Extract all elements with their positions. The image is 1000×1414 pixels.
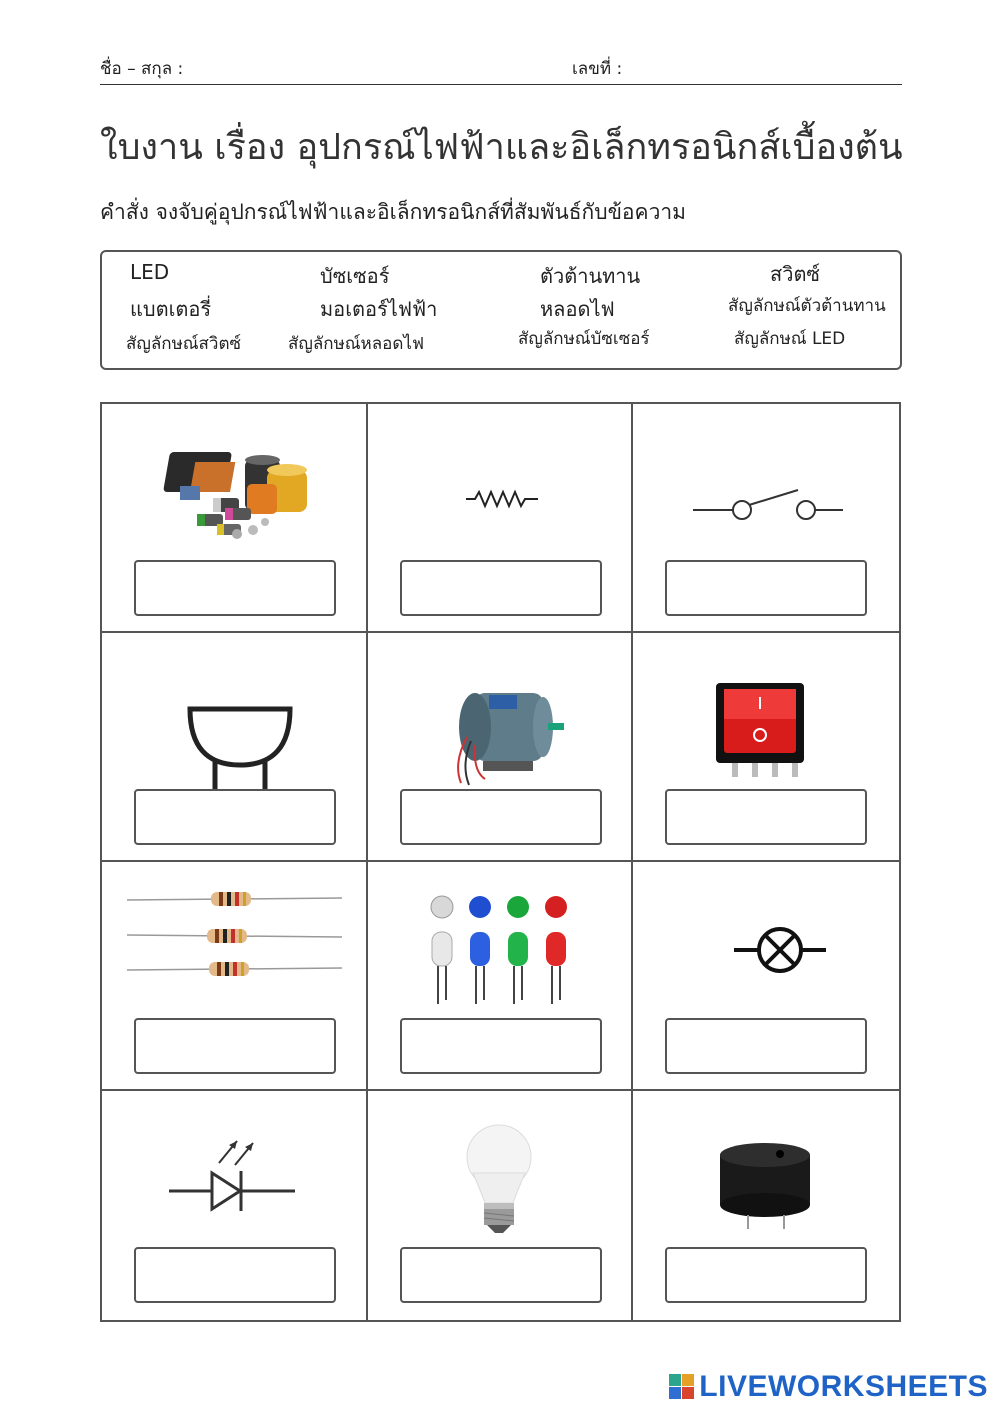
led-symbol-icon xyxy=(117,1111,352,1261)
answer-box[interactable] xyxy=(665,1018,867,1074)
resistors-photo-icon xyxy=(117,882,352,1032)
word-electric-motor[interactable]: มอเตอร์ไฟฟ้า xyxy=(320,297,438,321)
switch-symbol-icon xyxy=(648,424,883,574)
batteries-photo-icon xyxy=(117,424,352,574)
match-cell-12 xyxy=(633,1091,899,1320)
liveworksheets-logo-icon xyxy=(669,1374,695,1400)
lamp-symbol-icon xyxy=(648,882,883,1032)
answer-box[interactable] xyxy=(665,1247,867,1303)
word-light-bulb[interactable]: หลอดไฟ xyxy=(540,297,615,321)
word-resistor[interactable]: ตัวต้านทาน xyxy=(540,264,641,288)
header-divider xyxy=(100,84,902,85)
word-switch-symbol[interactable]: สัญลักษณ์สวิตซ์ xyxy=(126,334,242,354)
page-title: ใบงาน เรื่อง อุปกรณ์ไฟฟ้าและอิเล็กทรอนิกส์เบื้องต้น xyxy=(100,127,903,168)
match-cell-8 xyxy=(368,862,634,1091)
light-bulb-photo-icon xyxy=(383,1111,618,1261)
answer-box[interactable] xyxy=(665,560,867,616)
match-cell-4 xyxy=(102,633,368,862)
word-resistor-symbol[interactable]: สัญลักษณ์ตัวต้านทาน xyxy=(728,296,886,316)
match-cell-11 xyxy=(368,1091,634,1320)
answer-box[interactable] xyxy=(134,1018,336,1074)
match-cell-9 xyxy=(633,862,899,1091)
word-led-symbol[interactable]: สัญลักษณ์ LED xyxy=(734,329,846,349)
word-switch[interactable]: สวิตซ์ xyxy=(770,262,820,286)
answer-box[interactable] xyxy=(134,1247,336,1303)
match-cell-6 xyxy=(633,633,899,862)
match-cell-2 xyxy=(368,404,634,633)
logo-text: LIVEWORKSHEETS xyxy=(699,1370,988,1403)
answer-box[interactable] xyxy=(400,560,602,616)
matching-grid xyxy=(100,402,901,1322)
match-cell-1 xyxy=(102,404,368,633)
word-bank xyxy=(100,250,902,370)
word-buzzer[interactable]: บัซเซอร์ xyxy=(320,264,390,288)
footer-logo[interactable] xyxy=(669,1370,988,1404)
electric-motor-photo-icon xyxy=(383,653,618,803)
resistor-symbol-icon xyxy=(383,424,618,574)
answer-box[interactable] xyxy=(134,560,336,616)
instruction-text: คำสั่ง จงจับคู่อุปกรณ์ไฟฟ้าและอิเล็กทรอนิกส์ที่สัมพันธ์กับข้อความ xyxy=(100,200,687,224)
buzzer-symbol-icon xyxy=(117,653,352,803)
answer-box[interactable] xyxy=(665,789,867,845)
leds-photo-icon xyxy=(383,882,618,1032)
name-label: ชื่อ – สกุล : xyxy=(100,59,184,79)
answer-box[interactable] xyxy=(134,789,336,845)
number-label: เลขที่ : xyxy=(572,59,623,79)
word-led[interactable]: LED xyxy=(130,260,170,284)
answer-box[interactable] xyxy=(400,1018,602,1074)
buzzer-photo-icon xyxy=(648,1111,883,1261)
answer-box[interactable] xyxy=(400,1247,602,1303)
match-cell-10 xyxy=(102,1091,368,1320)
word-lamp-symbol[interactable]: สัญลักษณ์หลอดไฟ xyxy=(288,334,425,354)
match-cell-3 xyxy=(633,404,899,633)
answer-box[interactable] xyxy=(400,789,602,845)
word-buzzer-symbol[interactable]: สัญลักษณ์บัซเซอร์ xyxy=(518,329,650,349)
rocker-switch-photo-icon xyxy=(648,653,883,803)
match-cell-7 xyxy=(102,862,368,1091)
word-battery[interactable]: แบตเตอรี่ xyxy=(130,297,212,321)
match-cell-5 xyxy=(368,633,634,862)
